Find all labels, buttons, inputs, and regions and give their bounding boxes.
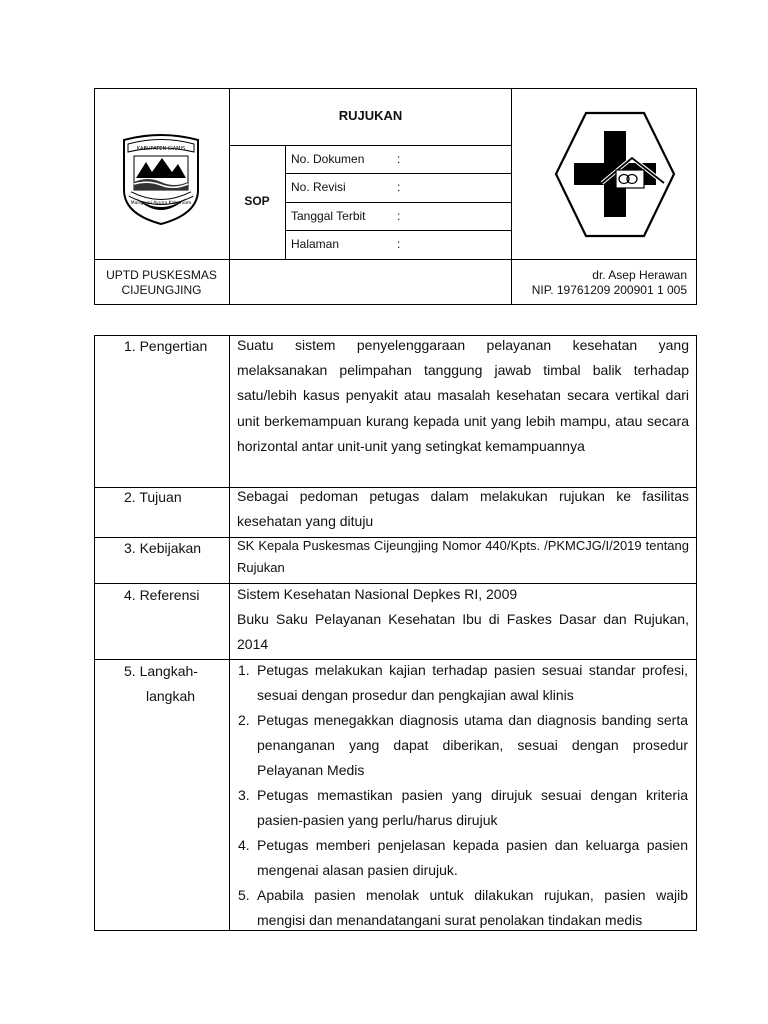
puskesmas-logo (552, 110, 678, 240)
step-number: 3. (238, 787, 250, 803)
step-text: Petugas melakukan kajian terhadap pasien sesuai standar profesi, sesuai dengan prosedur dan pengkajian awal klinis (257, 662, 688, 704)
header-line-field1 (285, 173, 512, 174)
section-text-referensi-1: Sistem Kesehatan Nasional Depkes RI, 2009 (237, 586, 518, 602)
org-name-line1: UPTD PUSKESMAS (106, 268, 217, 282)
field-tanggal-terbit-label: Tanggal Terbit (291, 209, 366, 223)
field-no-revisi-sep: : (397, 180, 401, 194)
header-line-bottom (94, 259, 697, 260)
header-line-title (229, 145, 512, 146)
section-text-pengertian: Suatu sistem penyelenggaraan pelayanan kesehatan yang melaksanakan pelimpahan tanggung jawab timbal balik terhadap satu/lebih kasus penyakit atau masalah kesehatan secara vertikal dari unit berkemampuan kurang kepada unit yang lebih mampu, atau secara horizontal antar unit-unit yang setingkat kemampuannya (237, 337, 689, 454)
section-label-pengertian: 1. Pengertian (124, 338, 208, 354)
regency-emblem-logo (118, 132, 204, 228)
section-label-referensi: 4. Referensi (124, 587, 200, 603)
content-column-divider (229, 335, 230, 931)
document-title: RUJUKAN (338, 108, 403, 123)
section-label-kebijakan: 3. Kebijakan (124, 540, 202, 556)
field-no-revisi-label: No. Revisi (291, 180, 346, 194)
section-text-tujuan: Sebagai pedoman petugas dalam melakukan rujukan ke fasilitas kesehatan yang dituju (237, 488, 689, 530)
section-label-tujuan: 2. Tujuan (124, 489, 182, 505)
header-line-field2 (285, 202, 512, 203)
header-line-field3 (285, 230, 512, 231)
step-number: 5. (238, 887, 250, 903)
field-halaman-sep: : (397, 237, 401, 251)
step-number: 1. (238, 662, 250, 678)
section-text-kebijakan: SK Kepala Puskesmas Cijeungjing Nomor 440/Kpts. /PKMCJG/I/2019 tentang Rujukan (237, 538, 689, 575)
step-text: Petugas menegakkan diagnosis utama dan diagnosis banding serta penanganan yang dapat diberikan, sesuai dengan prosedur Pelayanan Medis (257, 712, 688, 779)
step-item (238, 708, 688, 784)
step-number: 4. (238, 837, 250, 853)
org-name-line2: CIJEUNGJING (121, 283, 202, 297)
step-text: Petugas memastikan pasien yang dirujuk sesuai dengan kriteria pasien-pasien yang perlu/harus dirujuk (257, 787, 688, 829)
step-text: Petugas memberi penjelasan kepada pasien dan keluarga pasien mengenai alasan pasien dirujuk. (257, 837, 688, 879)
step-number: 2. (238, 712, 250, 728)
field-halaman-label: Halaman (291, 237, 340, 251)
signer-name: dr. Asep Herawan (592, 268, 687, 282)
sop-label: SOP (244, 194, 270, 208)
step-item (238, 883, 688, 933)
signer-nip: NIP. 19761209 200901 1 005 (531, 283, 687, 297)
emblem-text-bottom: Mangrupi Ayuna Kabuniam (130, 201, 192, 206)
step-item (238, 658, 688, 708)
step-item (238, 833, 688, 883)
section-label-langkah-cont: langkah (146, 688, 196, 704)
field-no-dokumen-label: No. Dokumen (291, 152, 365, 166)
section-text-referensi-2: Buku Saku Pelayanan Kesehatan Ibu di Faskes Dasar dan Rujukan, 2014 (237, 611, 689, 653)
step-item (238, 783, 688, 833)
emblem-text-top: KABUPATEN CIAMIS (136, 146, 186, 152)
field-tanggal-terbit-sep: : (397, 209, 401, 223)
field-no-dokumen-sep: : (397, 152, 401, 166)
section-label-langkah: 5. Langkah- (124, 663, 198, 679)
step-text: Apabila pasien menolak untuk dilakukan rujukan, pasien wajib mengisi dan menandatangani surat penolakan tindakan medis (257, 887, 688, 929)
